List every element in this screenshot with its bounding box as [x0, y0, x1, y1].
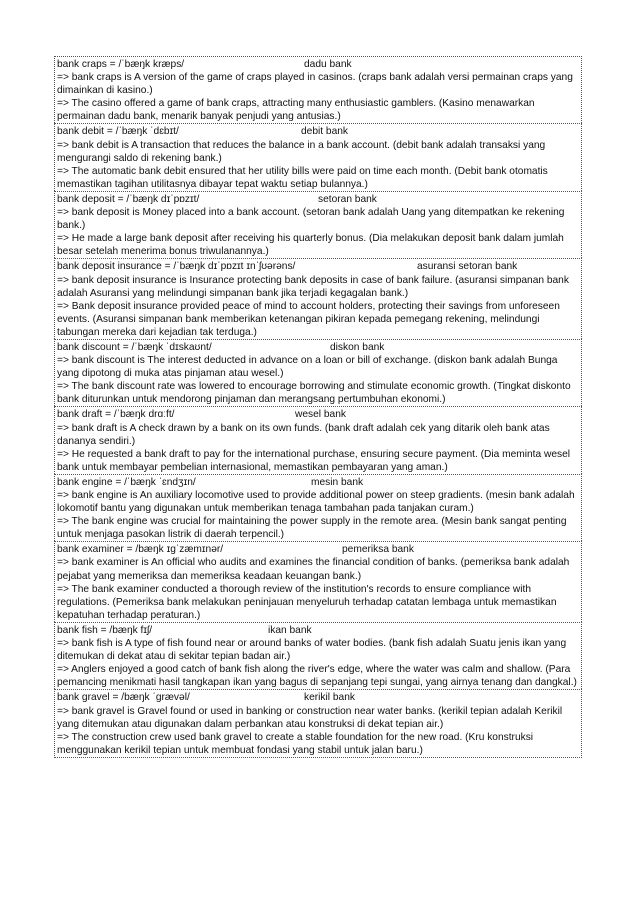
entry-bank-examiner — [54, 541, 582, 622]
definition: => bank engine is An auxiliary locomotive used to provide additional power on steep gradients. (mesin bank adalah lokomotif bantu yang digunakan untuk memberikan tenaga tambahan pada tanjakan curam.) — [57, 490, 575, 515]
entry-bank-fish — [54, 622, 582, 689]
entry-header — [57, 260, 579, 273]
example-sentence: => Bank deposit insurance provided peace of mind to account holders, protecting their savings from unforeseen events. (Asuransi simpanan bank memberikan ketenangan pikiran kepada pemegang rekening, melindungi tabungan mereka dari kejadian tak terduga.) — [57, 300, 560, 338]
translation: debit bank — [301, 126, 349, 138]
example-sentence: => The bank examiner conducted a thorough review of the institution's records to ensure compliance with regulations. (Pemeriksa bank melakukan peninjauan menyeluruh terhadap catatan lembaga untuk memastikan kepatuhan terhadap peraturan.) — [57, 583, 557, 621]
example-sentence: => The automatic bank debit ensured that her utility bills were paid on time each month. (Debit bank otomatis memastikan tagihan utilitasnya dibayar tepat waktu setiap bulannya.) — [57, 165, 548, 190]
example-sentence: => He requested a bank draft to pay for the international purchase, ensuring secure payment. (Dia meminta wesel bank untuk membayar pembelian internasional, memastikan pembayaran yang aman.) — [57, 448, 571, 473]
term-pronunciation: bank engine = /ˈbæŋk ˈɛndʒɪn/ — [57, 476, 196, 488]
entry-bank-deposit-insurance — [54, 258, 582, 339]
term-pronunciation: bank deposit insurance = /ˈbæŋk dɪˈpɒzɪt ɪnˈʃʊərəns/ — [57, 261, 296, 273]
definition: => bank deposit insurance is Insurance protecting bank deposits in case of bank failure. (asuransi simpanan bank adalah Asuransi yang melindungi simpanan bank jika terjadi kegagalan bank.) — [57, 274, 569, 299]
example-sentence: => Anglers enjoyed a good catch of bank fish along the river's edge, where the water was calm and shallow. (Para pemancing menikmati hasil tangkapan ikan yang bagus di sepanjang tepi sungai, yang airnya tenang dan dangkal.) — [57, 664, 577, 689]
entry-header — [57, 624, 579, 637]
translation: setoran bank — [318, 193, 377, 205]
entry-header — [57, 193, 579, 206]
term-pronunciation: bank craps = /ˈbæŋk kræps/ — [57, 59, 185, 70]
translation: asuransi setoran bank — [417, 261, 518, 273]
entry-header — [57, 476, 579, 489]
term-pronunciation: bank fish = /bæŋk fɪʃ/ — [57, 624, 153, 636]
translation: wesel bank — [295, 409, 346, 421]
term-pronunciation: bank deposit = /ˈbæŋk dɪˈpɒzɪt/ — [57, 193, 200, 205]
entry-bank-deposit — [54, 191, 582, 258]
entry-bank-gravel — [54, 689, 582, 757]
term-pronunciation: bank examiner = /bæŋk ɪɡˈzæmɪnər/ — [57, 544, 224, 556]
definition: => bank gravel is Gravel found or used in banking or construction near water banks. (kerikil tepian adalah Kerikil yang ditemukan atau digunakan dalam perbankan atau konstruksi di dekat tepian air.) — [57, 705, 563, 730]
entry-bank-engine — [54, 474, 582, 541]
example-sentence: => The construction crew used bank gravel to create a stable foundation for the new road. (Kru konstruksi menggunakan kerikil tepian untuk membuat fondasi yang stabil untuk jalan baru.) — [57, 731, 534, 756]
term-pronunciation: bank discount = /ˈbæŋk ˈdɪskaʊnt/ — [57, 341, 212, 353]
definition: => bank draft is A check drawn by a bank on its own funds. (bank draft adalah cek yang ditarik oleh bank atas dananya sendiri.) — [57, 422, 550, 447]
entry-header — [57, 58, 579, 71]
entry-header — [57, 691, 579, 704]
example-sentence: => The casino offered a game of bank craps, attracting many enthusiastic gamblers. (Kasino menawarkan permainan dadu bank, menarik banyak penjudi yang antusias.) — [57, 98, 535, 123]
definition: => bank discount is The interest deducted in advance on a loan or bill of exchange. (diskon bank adalah Bunga yang dipotong di muka atas pinjaman atau wesel.) — [57, 355, 558, 380]
definition: => bank examiner is An official who audits and examines the financial condition of banks. (pemeriksa bank adalah pejabat yang memeriksa dan memeriksa keadaan keuangan bank.) — [57, 557, 570, 582]
translation: ikan bank — [268, 624, 312, 636]
translation: dadu bank — [304, 59, 352, 70]
entry-header — [57, 408, 579, 421]
entry-bank-discount — [54, 339, 582, 406]
definition: => bank fish is A type of fish found near or around banks of water bodies. (bank fish adalah Suatu jenis ikan yang ditemukan di dekat atau di sekitar tepian badan air.) — [57, 638, 567, 663]
example-sentence: => He made a large bank deposit after receiving his quarterly bonus. (Dia melakukan deposit bank dalam jumlah besar setelah menerima bonus triwulanannya.) — [57, 233, 564, 258]
definition: => bank craps is A version of the game of craps played in casinos. (craps bank adalah versi permainan craps yang dimainkan di kasino.) — [57, 72, 573, 97]
entry-bank-debit — [54, 123, 582, 190]
term-pronunciation: bank gravel = /bæŋk ˈɡrævəl/ — [57, 692, 190, 704]
translation: mesin bank — [311, 476, 364, 488]
entry-bank-craps — [54, 56, 582, 123]
definition: => bank deposit is Money placed into a bank account. (setoran bank adalah Uang yang ditempatkan ke rekening bank.) — [57, 207, 565, 232]
entry-header — [57, 341, 579, 354]
glossary-page — [54, 56, 582, 758]
term-pronunciation: bank debit = /ˈbæŋk ˈdɛbɪt/ — [57, 126, 179, 138]
entry-header — [57, 125, 579, 138]
definition: => bank debit is A transaction that reduces the balance in a bank account. (debit bank adalah transaksi yang mengurangi saldo di rekening bank.) — [57, 139, 546, 164]
entry-bank-draft — [54, 406, 582, 473]
example-sentence: => The bank engine was crucial for maintaining the power supply in the remote area. (Mesin bank sangat penting untuk menjaga pasokan listrik di daerah terpencil.) — [57, 516, 567, 541]
entry-header — [57, 543, 579, 556]
translation: kerikil bank — [304, 692, 355, 704]
translation: diskon bank — [330, 341, 385, 353]
translation: pemeriksa bank — [342, 544, 414, 556]
term-pronunciation: bank draft = /ˈbæŋk drɑːft/ — [57, 409, 175, 421]
example-sentence: => The bank discount rate was lowered to encourage borrowing and stimulate economic growth. (Tingkat diskonto bank diturunkan untuk mendorong pinjaman dan merangsang pertumbuhan ekonomi.) — [57, 381, 571, 406]
